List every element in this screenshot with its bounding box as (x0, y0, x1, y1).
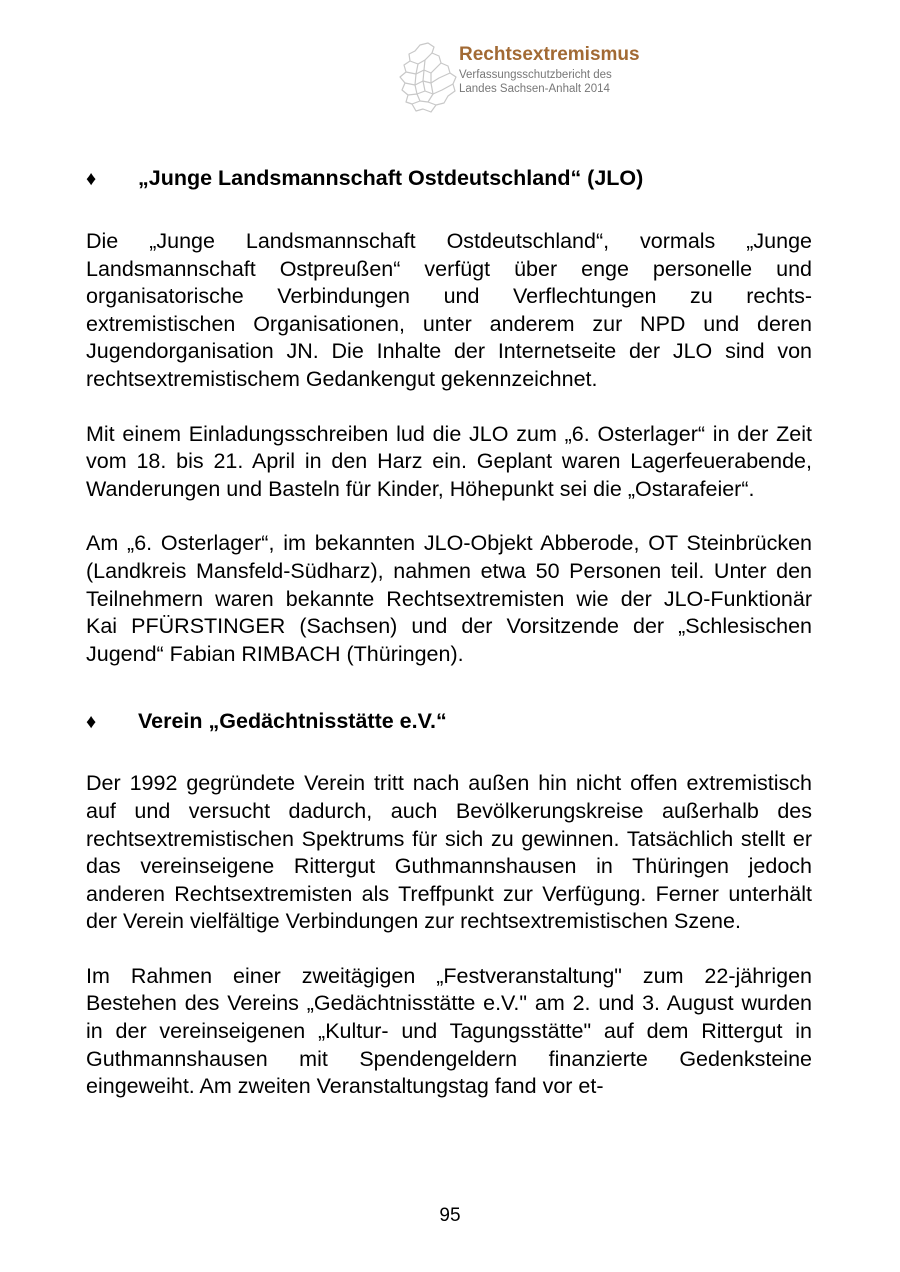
page-content (86, 163, 812, 1101)
section-heading-jlo (86, 163, 812, 194)
paragraph: Im Rahmen einer zweitägigen „Festveranstaltung" zum 22-jährigen Bestehen des Vereins „Gedächtnisstätte e.V." am 2. und 3. August wurden in der vereinseigenen „Kultur- und Tagungsstätte" auf dem Rittergut in Guthmannshausen mit Spendengeldern finanzierte Gedenksteine eingeweiht. Am zweiten Veranstaltungstag fand vor et- (86, 963, 812, 1099)
paragraph: Mit einem Einladungsschreiben lud die JLO zum „6. Osterlager“ in der Zeit vom 18. bis 21. April in den Harz ein. Geplant waren Lagerfeuerabende, Wanderungen und Basteln für Kinder, Höhepunkt sei die „Ostarafeier“. (86, 421, 812, 501)
diamond-bullet-icon: ♦ (86, 168, 97, 190)
paragraph: Die „Junge Landsmannschaft Ostdeutschland“, vormals „Junge Landsmannschaft Ostpreußen“ verfügt über enge personelle und organisatorische Verbindungen und Verflechtungen zu rechtsextremistischen Organisationen, unter anderem zur NPD und deren Jugendorganisation JN. Die Inhalte der Internetseite der JLO sind von rechtsextremistischem Gedankengut gekennzeichnet. (86, 229, 812, 391)
header-subtitle-line1: Verfassungsschutzbericht des (459, 69, 612, 81)
header-subtitle-line2: Landes Sachsen-Anhalt 2014 (459, 83, 610, 95)
heading-text: „Junge Landsmannschaft Ostdeutschland“ (JLO) (138, 166, 644, 190)
diamond-bullet-icon: ♦ (86, 711, 97, 734)
header-title: Rechtsextremismus (459, 44, 640, 65)
section-heading-gedaechtnisstaette (86, 706, 812, 737)
page-header (398, 42, 698, 116)
page-number: 95 (439, 1205, 461, 1226)
heading-text: Verein „Gedächtnisstätte e.V.“ (138, 709, 447, 734)
paragraph: Am „6. Osterlager“, im bekannten JLO-Objekt Abberode, OT Steinbrücken (Landkreis Mansfeld-Südharz), nahmen etwa 50 Personen teil. Unter den Teilnehmern waren bekannte Rechtsextremisten wie der JLO-Funktionär Kai PFÜRSTINGER (Sachsen) und der Vorsitzende der „Schlesischen Jugend“ Fabian RIMBACH (Thüringen). (86, 531, 812, 666)
saxony-anhalt-map-logo (398, 42, 458, 114)
paragraph: Der 1992 gegründete Verein tritt nach außen hin nicht offen extremistisch auf und versucht dadurch, auch Bevölkerungskreise außerhalb des rechtsextremistischen Spektrums für sich zu gewinnen. Tatsächlich stellt er das vereinseigene Rittergut Guthmannshausen in Thüringen jedoch anderen Rechtsextremisten als Treffpunkt zur Verfügung. Ferner unterhält der Verein vielfältige Verbindungen zur rechtsextremistischen Szene. (86, 771, 812, 934)
